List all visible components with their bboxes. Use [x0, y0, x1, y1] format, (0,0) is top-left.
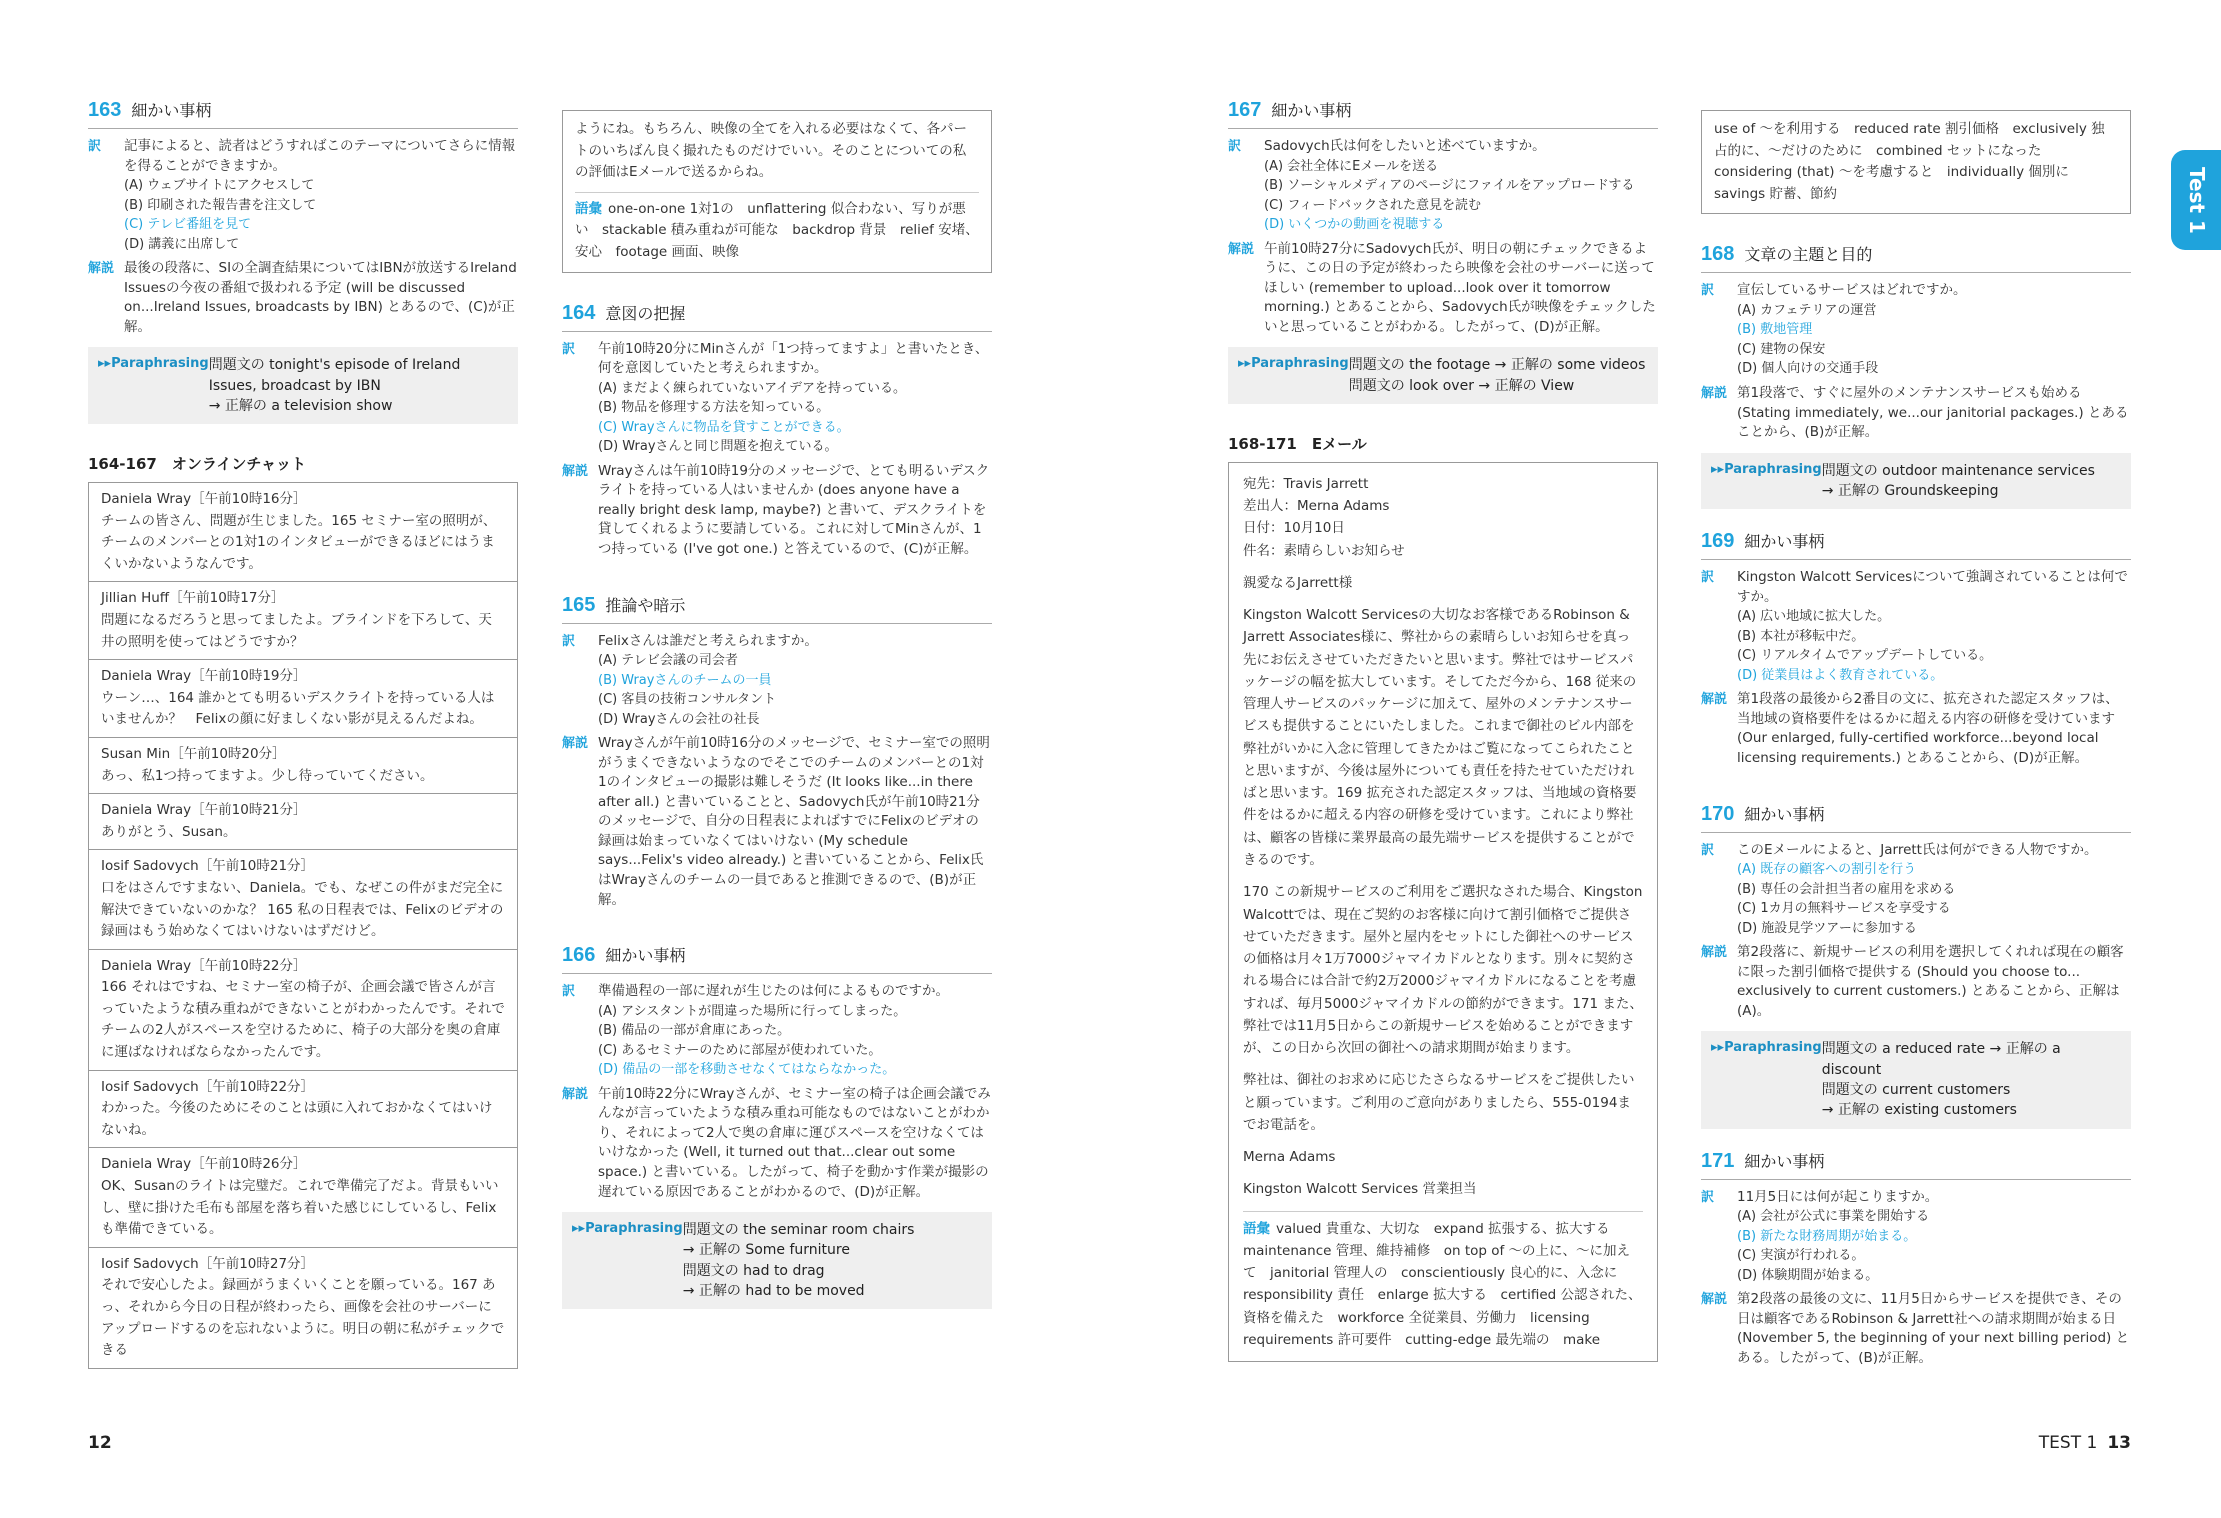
explanation-text: Wrayさんは午前10時19分のメッセージで、とても明るいデスクライトを持っている人はいませんか (does anyone have a really bright desk lamp, maybe?) と書いて、デスクライトを貸してくれるように要請している。これに対してMinさんが、1つ持っている (I've got one.) と答えているので、(C)が正解。	[598, 462, 990, 557]
question-number: 169	[1701, 530, 1735, 553]
email-to: 宛先：Travis Jarrett	[1243, 475, 1369, 492]
column-1	[88, 96, 518, 1369]
translation-row	[1228, 137, 1658, 235]
translation-row	[1701, 1188, 2131, 1286]
question-168-header	[1701, 240, 2131, 273]
question-text: 11月5日には何が起こりますか。	[1737, 1188, 1939, 1205]
option-c: (C) 建物の保安	[1737, 341, 1826, 357]
vocab-tag: 語彙	[575, 200, 602, 217]
email-subject: 件名：素晴らしいお知らせ	[1243, 542, 1405, 559]
para-line: 問題文の current customers	[1821, 1082, 2011, 1098]
tag-explanation: 解説	[1228, 241, 1255, 257]
para-line: → 正解の a television show	[208, 397, 393, 414]
option-d-correct: (D) 従業員はよく教育されている。	[1737, 667, 1944, 683]
option-a: (A) 広い地域に拡大した。	[1737, 609, 1891, 625]
question-number: 164	[562, 301, 596, 324]
chat-message: Daniela Wray［午前10時16分］ チームの皆さん、問題が生じました。165 セミナー室の照明が、チームのメンバーとの1対1のインタビューができるほどにはうまくいかないようなんです。	[89, 483, 517, 582]
option-b: (B) 本社が移転中だ。	[1737, 628, 1865, 644]
chat-message: Daniela Wray［午前10時19分］ ウーン…、164 誰かとても明るいデスクライトを持っている人はいませんか？ Felixの顔に好ましくない影が見えるんだよね。	[89, 660, 517, 738]
paraphrasing-label: ▸▸Paraphrasing	[572, 1221, 683, 1237]
question-title: 細かい事柄	[1744, 1151, 1825, 1171]
email-paragraph-1: Kingston Walcott Servicesの大切なお客様であるRobinson & Jarrett Associates様に、弊社からの素晴らしいお知らせを真っ先にお伝えさせていただきたいと思います。弊社ではサービスパッケージの幅を拡大しています。そしてただ今から、168 従来の管理人サービスのパッケージに加えて、屋外のメンテナンスサービスも提供することにいたしました。これまで御社のビル内部を弊社がいかに入念に管理してきたかはご覧になってこられたことと思いますが、今後は屋外についても責任を持たせていただければと思います。169 拡充された認定スタッフは、当地域の資格要件をはるかに超える内容の研修を受けています。これにより弊社は、顧客の皆様に業界最高の最先端サービスを提供することができるのです。	[1243, 607, 1637, 868]
chat-message: Iosif Sadovych［午前10時27分］ それで安心したよ。録画がうまくいくことを願っている。167 あっ、それから今日の日程が終わったら、画像を会社のサーバーにアップロードするのを忘れないように。明日の朝に私がチェックできる	[101, 1255, 505, 1359]
para-line: 問題文の the seminar room chairs	[682, 1222, 915, 1239]
paraphrasing-box	[1228, 347, 1658, 404]
tag-explanation: 解説	[562, 736, 589, 752]
explanation-row	[562, 1085, 992, 1202]
tag-translation: 訳	[1701, 1189, 1715, 1205]
question-165-header	[562, 591, 992, 624]
paraphrasing-box	[88, 347, 518, 424]
option-d: (D) 施設見学ツアーに参加する	[1737, 920, 1917, 936]
para-line: 問題文の outdoor maintenance services	[1821, 462, 2095, 479]
translation-row	[562, 340, 992, 457]
option-a: (A) 会社全体にEメールを送る	[1264, 158, 1439, 174]
explanation-text: 第2段落に、新規サービスの利用を選択してくれれば現在の顧客に限った割引価格で提供する (Should you choose to... exclusively to current customers.) とあることから、正解は(A)。	[1737, 944, 2124, 1019]
question-title: 推論や暗示	[605, 595, 686, 615]
chat-message: Daniela Wray［午前10時21分］ ありがとう、Susan。	[89, 794, 517, 850]
running-footer-label: TEST 1	[2038, 1433, 2098, 1454]
option-c: (C) リアルタイムでアップデートしている。	[1737, 648, 1993, 664]
vocab-text: valued 貴重な、大切な expand 拡張する、拡大する maintenance 管理、維持補修 on top of 〜の上に、〜に加えて janitorial 管理人の conscientiously 良心的に、入念に responsibility 責任 enlarge 拡大する certified 公認された、資格を備えた workforce 全従業員、労働力 licensing requirements 許可要件 cutting-edge 最先端の make	[1243, 1220, 1642, 1349]
chat-continuation-box	[562, 110, 992, 273]
tag-explanation: 解説	[1701, 945, 1728, 961]
tag-explanation: 解説	[1701, 692, 1728, 708]
tag-explanation: 解説	[88, 261, 115, 277]
option-b: (B) 専任の会計担当者の雇用を求める	[1737, 881, 1956, 897]
option-c-correct: (C) Wrayさんに物品を貸すことができる。	[598, 419, 850, 435]
question-text: Kingston Walcott Servicesについて強調されていることは何ですか。	[1737, 569, 2128, 605]
explanation-text: Wrayさんが午前10時16分のメッセージで、セミナー室での照明がうまくできないようなのでそこでのチームのメンバーとの1対1のインタビューの撮影は難しそうだ (It looks like...in there after all.) と書いていることと、Sadovych氏が午前10時21分のメッセージで、自分の日程表によればすでにFelixのビデオの録画は始まっていなくてはいけない (My schedule says...Felix's video already.) と書いていることから、Felix氏はWrayさんのチームの一員であると推測できるので、(B)が正解。	[598, 735, 990, 908]
vocab-tag: 語彙	[1243, 1220, 1270, 1237]
email-date: 日付：10月10日	[1243, 520, 1345, 537]
question-text: 午前10時20分にMinさんが「1つ持ってますよ」と書いたとき、何を意図していたと考えられますか。	[598, 340, 989, 377]
translation-row	[562, 632, 992, 730]
chat-message: Susan Min［午前10時20分］ あっ、私1つ持ってますよ。少し待っていてください。	[89, 738, 517, 794]
option-c-correct: (C) テレビ番組を見て	[124, 217, 252, 233]
option-b-correct: (B) 新たな財務周期が始まる。	[1737, 1228, 1917, 1244]
question-169-header	[1701, 527, 2131, 560]
page-number-right: 13	[2107, 1433, 2131, 1454]
column-2	[562, 110, 992, 1327]
tag-explanation: 解説	[1701, 385, 1728, 401]
question-text: Sadovych氏は何をしたいと述べていますか。	[1264, 138, 1546, 154]
translation-row	[1701, 281, 2131, 379]
para-line: → 正解の existing customers	[1821, 1102, 2017, 1119]
email-greeting: 親愛なるJarrett様	[1243, 574, 1353, 591]
paraphrasing-label: ▸▸Paraphrasing	[98, 356, 209, 372]
question-number: 171	[1701, 1149, 1735, 1172]
option-a-correct: (A) 既存の顧客への割引を行う	[1737, 862, 1917, 878]
para-line: → 正解の Some furniture	[682, 1242, 850, 1259]
option-d: (D) 個人向けの交通手段	[1737, 361, 1879, 377]
tag-translation: 訳	[1701, 283, 1715, 299]
tag-translation: 訳	[562, 984, 576, 1000]
tag-explanation: 解説	[562, 463, 589, 479]
option-c: (C) 実演が行われる。	[1737, 1248, 1865, 1264]
option-b: (B) 物品を修理する方法を知っている。	[598, 400, 830, 416]
explanation-text: 最後の段落に、SIの全調査結果についてはIBNが放送するIreland Issuesの今夜の番組で扱われる予定 (will be discussed on...Ireland Issues, broadcasts by IBN) とあるので、(C)が正解。	[124, 260, 517, 335]
question-text: 記事によると、読者はどうすればこのテーマについてさらに情報を得ることができますか。	[124, 138, 516, 174]
question-number: 166	[562, 944, 596, 967]
paraphrasing-box	[1701, 453, 2131, 510]
tag-translation: 訳	[1701, 570, 1715, 586]
side-tab-label: Test 1	[2184, 166, 2209, 234]
option-c: (C) あるセミナーのために部屋が使われていた。	[598, 1042, 882, 1058]
option-a: (A) アシスタントが間違った場所に行ってしまった。	[598, 1003, 907, 1019]
explanation-row	[562, 734, 992, 910]
explanation-row	[1701, 384, 2131, 443]
tag-translation: 訳	[562, 341, 576, 357]
chat-message: Iosif Sadovych［午前10時22分］ わかった。今後のためにそのことは頭に入れておかなくてはいけないね。	[89, 1071, 517, 1149]
question-title: 細かい事柄	[1744, 804, 1825, 824]
page-number-right-wrapper	[2039, 1431, 2131, 1456]
page-number-left: 12	[88, 1433, 112, 1454]
email-from: 差出人：Merna Adams	[1243, 497, 1390, 514]
vocab-continuation-box	[1701, 110, 2131, 214]
email-paragraph-3: 弊社は、御社のお求めに応じたさらなるサービスをご提供したいと願っています。ご利用のご意向がありましたら、555-0194までお電話を。	[1243, 1072, 1635, 1133]
vocab-continuation-text: use of 〜を利用する reduced rate 割引価格 exclusively 独占的に、〜だけのために combined セットになった considering (that) 〜を考慮すると individually 個別に savings 貯蓄、節約	[1714, 121, 2105, 202]
paraphrasing-label: ▸▸Paraphrasing	[1711, 1040, 1822, 1056]
para-line: → 正解の Groundskeeping	[1821, 482, 1999, 499]
question-number: 165	[562, 593, 596, 616]
explanation-text: 第1段落の最後から2番目の文に、拡充された認定スタッフは、当地域の資格要件をはるかに超える内容の研修を受けています (Our enlarged, fully-certified workforce...beyond local licensing requirements.) とあることから、(D)が正解。	[1737, 691, 2119, 767]
vocab-block	[575, 192, 979, 264]
question-167-header	[1228, 96, 1658, 129]
question-title: 文章の主題と目的	[1744, 245, 1873, 265]
vocab-block	[1243, 1211, 1643, 1352]
para-line: → 正解の had to be moved	[682, 1282, 865, 1299]
option-c: (C) 客員の技術コンサルタント	[598, 692, 777, 708]
column-3	[1228, 96, 1658, 1362]
email-paragraph-2: 170 この新規サービスのご利用をご選択なされた場合、Kingston Walcottでは、現在ご契約のお客様に向けて割引価格でご提供させていただきます。屋外と屋内をセットにした御社へのサービスの価格は月々1万7000ジャマイカドルとなります。別々に契約される場合には合計で約2万2000ジャマイカドルになることを考慮すれば、毎月5000ジャマイカドルの節約ができます。171 また、弊社では11月5日からこの新規サービスを始めることができますが、この日から次回の御社への請求期間が始まります。	[1243, 884, 1643, 1057]
question-text: Felixさんは誰だと考えられますか。	[598, 632, 818, 649]
para-line: 問題文の a reduced rate → 正解の a discount	[1821, 1041, 2061, 1078]
tag-explanation: 解説	[1701, 1292, 1728, 1308]
option-c: (C) 1カ月の無料サービスを享受する	[1737, 901, 1951, 917]
question-number: 170	[1701, 802, 1735, 825]
translation-row	[88, 137, 518, 254]
question-number: 167	[1228, 99, 1262, 121]
para-line: 問題文の look over → 正解の View	[1348, 377, 1575, 394]
paraphrasing-label: ▸▸Paraphrasing	[1711, 461, 1822, 477]
question-163-header	[88, 96, 518, 129]
option-a: (A) まだよく練られていないアイデアを持っている。	[598, 380, 906, 396]
email-section-heading: 168-171 Eメール	[1228, 434, 1367, 453]
email-body	[1228, 462, 1658, 1363]
vocab-text: one-on-one 1対1の unflattering 似合わない、写りが悪い stackable 積み重ねが可能な backdrop 背景 relief 安堵、安心 footage 画面、映像	[575, 200, 979, 260]
option-d: (D) 体験期間が始まる。	[1737, 1267, 1879, 1283]
option-b-correct: (B) 敷地管理	[1737, 322, 1813, 338]
option-a: (A) 会社が公式に事業を開始する	[1737, 1209, 1930, 1225]
chat-message: Daniela Wray［午前10時22分］ 166 それはですね、セミナー室の椅子が、企画会議で皆さんが言っていたような積み重ねができないことがわかったんです。それでチームの2人がスペースを空けるために、椅子の大部分を奥の倉庫に運ばなければならなかったんです。	[89, 950, 517, 1071]
question-number: 168	[1701, 243, 1735, 266]
option-d-correct: (D) いくつかの動画を視聴する	[1264, 217, 1445, 233]
question-text: このEメールによると、Jarrett氏は何ができる人物ですか。	[1737, 841, 2098, 858]
tag-explanation: 解説	[562, 1086, 589, 1102]
question-number: 163	[88, 99, 122, 121]
explanation-row	[1228, 240, 1658, 338]
option-a: (A) ウェブサイトにアクセスして	[124, 178, 315, 194]
chat-message: Jillian Huff［午前10時17分］ 問題になるだろうと思ってましたよ。ブラインドを下ろして、天井の照明を使ってはどうですか？	[89, 582, 517, 660]
translation-row	[1701, 841, 2131, 939]
explanation-text: 午前10時22分にWrayさんが、セミナー室の椅子は企画会議でみんなが言っていたような積み重ね可能なものではないことがわかり、それによって2人で奥の倉庫に運びスペースを空けなくてはいけなかった (Well, it turned out that...clear out some space.) と書いている。したがって、椅子を動かす作業が撮影の遅れている原因であることがわかるので、(D)が正解。	[598, 1085, 991, 1200]
para-line: 問題文の the footage → 正解の some videos	[1348, 357, 1646, 374]
para-line: 問題文の tonight's episode of Ireland Issues, broadcast by IBN	[208, 357, 461, 394]
question-title: 細かい事柄	[605, 946, 686, 966]
explanation-row	[562, 462, 992, 560]
explanation-text: 第1段落で、すぐに屋外のメンテナンスサービスも始める (Stating immediately, we...our janitorial packages.) とあることから、(B)が正解。	[1737, 384, 2129, 441]
option-b: (B) 備品の一部が倉庫にあった。	[598, 1023, 791, 1039]
paraphrasing-box	[562, 1212, 992, 1309]
question-text: 準備過程の一部に遅れが生じたのは何によるものですか。	[598, 983, 949, 1000]
tag-translation: 訳	[1701, 842, 1715, 858]
question-text: 宣伝しているサービスはどれですか。	[1737, 282, 1967, 299]
question-title: 意図の把握	[605, 303, 686, 323]
question-170-header	[1701, 800, 2131, 833]
option-b: (B) ソーシャルメディアのページにファイルをアップロードする	[1264, 178, 1635, 194]
email-signature-name: Merna Adams	[1243, 1149, 1336, 1166]
question-title: 細かい事柄	[1271, 101, 1352, 120]
translation-row	[1701, 568, 2131, 685]
chat-continuation-text: ようにね。もちろん、映像の全てを入れる必要はなくて、各パートのいちばん良く撮れたものだけでいい。そのことについての私の評価はEメールで送るからね。	[575, 121, 968, 181]
option-b-correct: (B) Wrayさんのチームの一員	[598, 672, 772, 688]
chat-message: Iosif Sadovych［午前10時21分］ 口をはさんですまない、Daniela。でも、なぜこの件がまだ完全に解決できていないのかな？ 165 私の日程表では、Felixのビデオの録画はもう始めなくてはいけないはずだけど。	[89, 850, 517, 949]
explanation-text: 第2段落の最後の文に、11月5日からサービスを提供でき、その日は顧客であるRobinson & Jarrett社への請求期間が始まる日 (November 5, the beginning of your next billing period) とある。したがって、(B)が正解。	[1737, 1291, 2130, 1366]
question-171-header	[1701, 1147, 2131, 1180]
chat-section-heading: 164-167 オンラインチャット	[88, 455, 306, 474]
paraphrasing-label: ▸▸Paraphrasing	[1238, 356, 1349, 372]
option-a: (A) テレビ会議の司会者	[598, 653, 738, 669]
tag-translation: 訳	[88, 139, 102, 154]
tag-translation: 訳	[1228, 139, 1242, 154]
explanation-text: 午前10時27分にSadovych氏が、明日の朝にチェックできるように、この日の予定が終わったら映像を会社のサーバーに送ってほしい (remember to upload...look over it tomorrow morning.) とあることから、Sadovych氏が映像をチェックしたいと思っていることがわかる。したがって、(D)が正解。	[1264, 240, 1656, 335]
question-title: 細かい事柄	[131, 101, 212, 120]
column-4	[1701, 110, 2131, 1373]
option-d: (D) 講義に出席して	[124, 236, 240, 252]
paraphrasing-box	[1701, 1031, 2131, 1128]
question-166-header	[562, 941, 992, 974]
option-d-correct: (D) 備品の一部を移動させなくてはならなかった。	[598, 1062, 896, 1078]
tag-translation: 訳	[562, 633, 576, 649]
question-164-header	[562, 299, 992, 332]
chat-transcript	[88, 482, 518, 1369]
chat-message: Daniela Wray［午前10時26分］ OK、Susanのライトは完璧だ。これで準備完了だよ。背景もいいし、壁に掛けた毛布も部屋を落ち着いた感じにしているし、Felixも準備できている。	[89, 1148, 517, 1247]
translation-row	[562, 982, 992, 1080]
explanation-row	[1701, 690, 2131, 768]
explanation-row	[1701, 943, 2131, 1021]
explanation-row	[88, 259, 518, 337]
test-side-tab	[2171, 150, 2221, 250]
email-signature-title: Kingston Walcott Services 営業担当	[1243, 1181, 1477, 1198]
explanation-row	[1701, 1290, 2131, 1368]
option-d: (D) Wrayさんと同じ問題を抱えている。	[598, 439, 838, 455]
option-b: (B) 印刷された報告書を注文して	[124, 197, 317, 213]
option-c: (C) フィードバックされた意見を読む	[1264, 197, 1482, 213]
question-title: 細かい事柄	[1744, 532, 1825, 552]
para-line: 問題文の had to drag	[682, 1262, 825, 1279]
option-a: (A) カフェテリアの運営	[1737, 302, 1877, 318]
option-d: (D) Wrayさんの会社の社長	[598, 711, 760, 727]
